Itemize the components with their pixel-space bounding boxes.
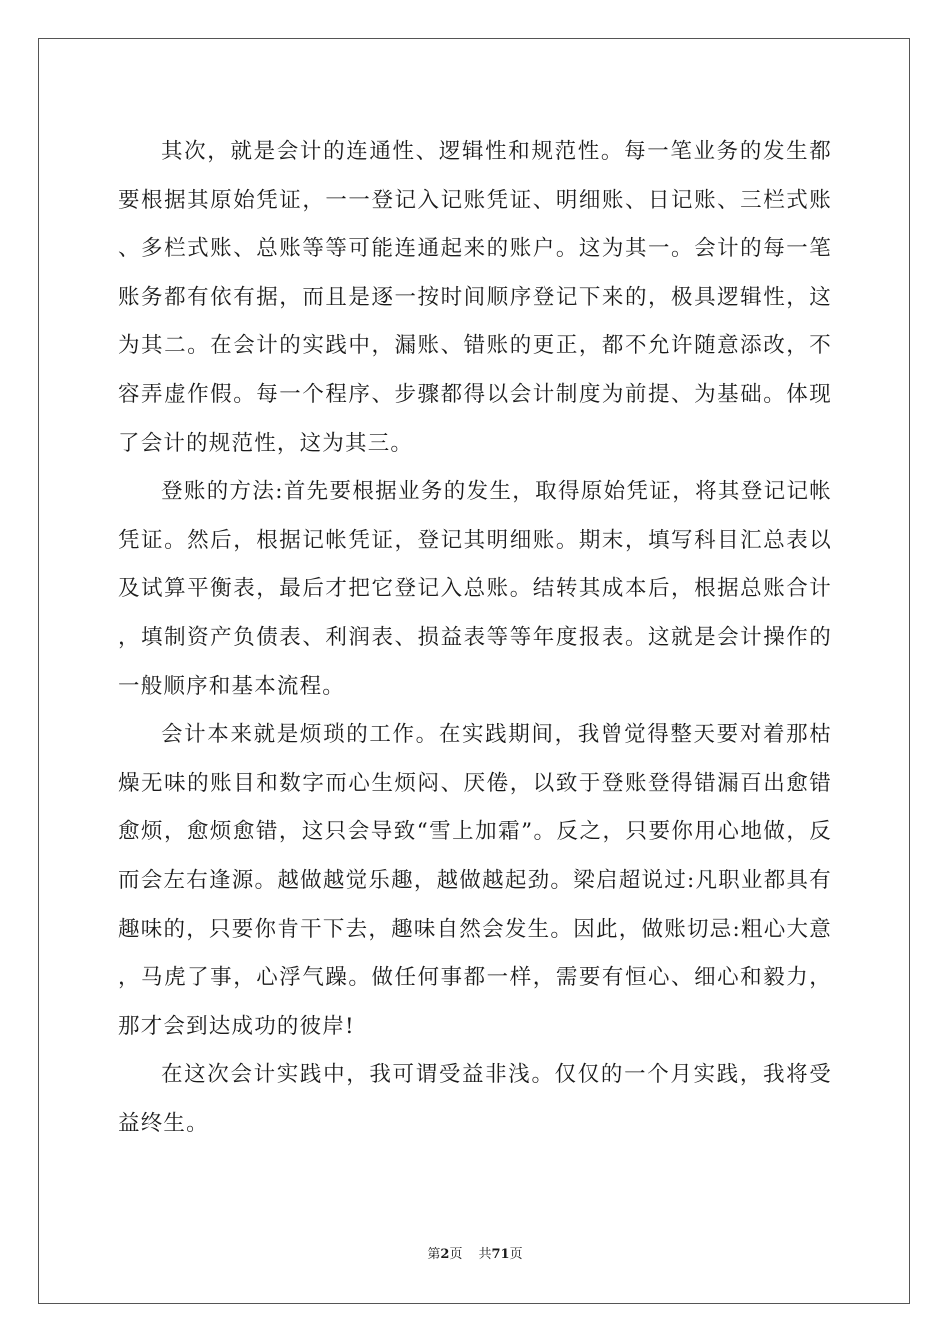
paragraph-4: 在这次会计实践中，我可谓受益非浅。仅仅的一个月实践，我将受益终生。 [118,1062,832,1136]
total-prefix: 共 [478,1247,492,1262]
total-suffix: 页 [509,1247,523,1262]
paragraph-2: 登账的方法:首先要根据业务的发生，取得原始凭证，将其登记记帐凭证。然后，根据记帐凭证，登记其明细账。期末，填写科目汇总表以及试算平衡表，最后才把它登记入总账。结转其成本后，根据总账合计，填制资产负债表、利润表、损益表等等年度报表。这就是会计操作的一般顺序和基本流程。 [118,479,832,699]
page-number: 2 [440,1247,450,1262]
page-footer [0,1245,950,1265]
document-body [118,128,832,1148]
paragraph-3: 会计本来就是烦琐的工作。在实践期间，我曾觉得整天要对着那枯燥无味的账目和数字而心生烦闷、厌倦，以致于登账登得错漏百出愈错愈烦，愈烦愈错，这只会导致“雪上加霜”。反之，只要你用心地做，反而会左右逢源。越做越觉乐趣，越做越起劲。梁启超说过:凡职业都具有趣味的，只要你肯干下去，趣味自然会发生。因此，做账切忌:粗心大意，马虎了事，心浮气躁。做任何事都一样，需要有恒心、细心和毅力，那才会到达成功的彼岸! [118,722,832,1039]
page-suffix: 页 [449,1247,463,1262]
paragraph-1: 其次，就是会计的连通性、逻辑性和规范性。每一笔业务的发生都要根据其原始凭证，一一登记入记账凭证、明细账、日记账、三栏式账、多栏式账、总账等等可能连通起来的账户。这为其一。会计的每一笔账务都有依有据，而且是逐一按时间顺序登记下来的，极具逻辑性，这为其二。在会计的实践中，漏账、错账的更正，都不允许随意添改，不容弄虚作假。每一个程序、步骤都得以会计制度为前提、为基础。体现了会计的规范性，这为其三。 [118,139,832,456]
page-prefix: 第 [427,1247,441,1262]
total-pages: 71 [491,1247,510,1262]
